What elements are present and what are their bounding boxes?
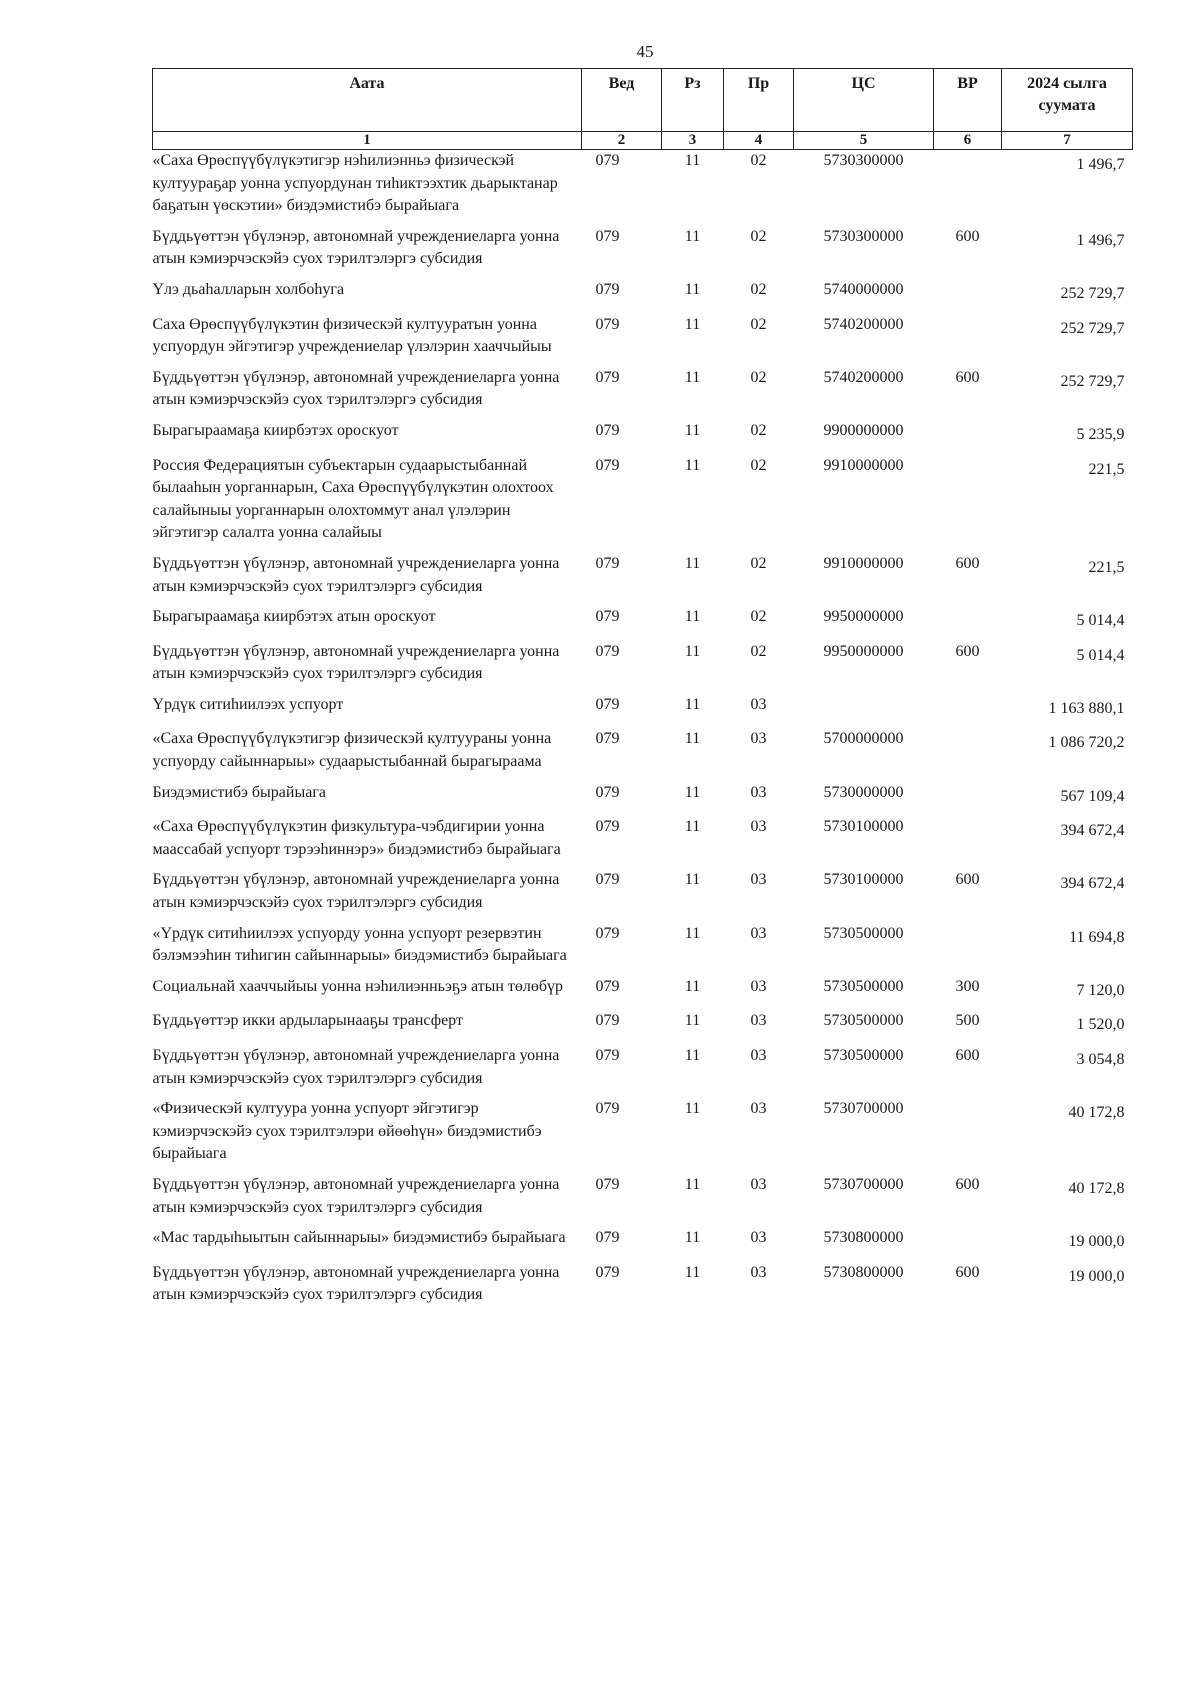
- header-cs: ЦС: [794, 69, 934, 132]
- row-subsection-code: 02: [750, 456, 767, 474]
- row-name: Бүддьүөттэн үбүлэнэр, автономнай учреждениеларга уонна атын кэмиэрчэскэйэ суох тэрилтэлэргэ субсидия: [152, 1263, 560, 1304]
- row-expense-type-code: [934, 728, 1002, 781]
- table-row: [153, 1262, 1133, 1315]
- row-amount: 5 014,4: [1076, 646, 1125, 664]
- row-section-code: 11: [684, 152, 701, 169]
- row-ved-code: 079: [595, 1047, 620, 1064]
- row-name: Биэдэмистибэ бырайыага: [152, 783, 326, 801]
- row-amount: 5 235,9: [1076, 425, 1125, 443]
- table-row: [153, 976, 1133, 1011]
- row-target-article-code: 5700000000: [823, 730, 904, 748]
- row-section-code: 11: [684, 227, 701, 245]
- table-row: [153, 869, 1133, 922]
- row-subsection-code: 03: [750, 1175, 767, 1193]
- row-target-article-code: 5730300000: [823, 152, 904, 169]
- table-column-number-row: [153, 132, 1133, 150]
- row-ved-code: 079: [595, 152, 620, 169]
- row-target-article-code: 5730500000: [823, 1012, 904, 1030]
- row-section-code: 11: [684, 783, 701, 801]
- row-expense-type-code: [934, 816, 1002, 869]
- row-subsection-code: 03: [750, 695, 767, 713]
- row-subsection-code: 02: [750, 421, 767, 439]
- row-name: Саха Өрөспүүбүлүкэтин физическэй култууратын уонна успуордун эйгэтигэр учреждениелар үлэлэрин хааччыйыы: [152, 315, 552, 356]
- row-subsection-code: 02: [750, 368, 767, 386]
- table-row: [153, 1010, 1133, 1045]
- row-amount: 252 729,7: [1060, 284, 1125, 302]
- row-name: Бүддьүөттэн үбүлэнэр, автономнай учреждениеларга уонна атын кэмиэрчэскэйэ суох тэрилтэлэргэ субсидия: [152, 871, 560, 912]
- row-expense-type-code: [934, 1098, 1002, 1174]
- row-name: Бүддьүөттэн үбүлэнэр, автономнай учреждениеларга уонна атын кэмиэрчэскэйэ суох тэрилтэлэргэ субсидия: [152, 1047, 560, 1087]
- row-section-code: 11: [684, 977, 701, 995]
- row-amount: 394 672,4: [1060, 822, 1125, 840]
- row-amount: 394 672,4: [1060, 875, 1125, 893]
- row-subsection-code: 03: [750, 977, 767, 995]
- column-number: 1: [153, 132, 582, 150]
- row-expense-type-code: [934, 420, 1002, 455]
- row-expense-type-code: [934, 150, 1002, 226]
- row-expense-type-code: 600: [955, 227, 980, 245]
- row-expense-type-code: [934, 694, 1002, 729]
- column-number: 5: [794, 132, 934, 150]
- row-expense-type-code: 600: [955, 642, 980, 660]
- row-subsection-code: 03: [750, 924, 767, 942]
- row-section-code: 11: [684, 1263, 701, 1281]
- row-section-code: 11: [684, 368, 701, 386]
- row-subsection-code: 03: [750, 1012, 767, 1030]
- header-ved: Вед: [582, 69, 662, 132]
- row-section-code: 11: [684, 456, 701, 474]
- row-target-article-code: 5730800000: [823, 1263, 904, 1281]
- row-target-article-code: 5740200000: [823, 315, 904, 333]
- row-amount: 252 729,7: [1060, 372, 1125, 390]
- table-header-row: [153, 69, 1133, 132]
- row-expense-type-code: [934, 1227, 1002, 1262]
- row-target-article-code: 5730100000: [823, 871, 904, 889]
- row-name: Үлэ дьаһалларын холбоһуга: [152, 280, 345, 298]
- table-row: [153, 279, 1133, 314]
- row-expense-type-code: 300: [955, 977, 980, 995]
- header-name: Аата: [153, 69, 582, 132]
- row-target-article-code: 5730000000: [823, 783, 904, 801]
- row-subsection-code: 03: [750, 818, 767, 836]
- row-subsection-code: 03: [750, 871, 767, 889]
- row-expense-type-code: 600: [955, 1047, 980, 1064]
- row-expense-type-code: 600: [955, 1175, 980, 1193]
- row-amount: 19 000,0: [1068, 1267, 1125, 1285]
- row-amount: 1 163 880,1: [1048, 699, 1125, 717]
- row-name: «Мас тардыһыытын сайыннарыы» биэдэмистибэ бырайыага: [152, 1229, 566, 1247]
- row-amount: 252 729,7: [1060, 319, 1125, 337]
- row-target-article-code: 5730800000: [823, 1229, 904, 1247]
- row-ved-code: 079: [595, 730, 620, 748]
- table-row: [153, 1227, 1133, 1262]
- table-row: [153, 923, 1133, 976]
- row-section-code: 11: [684, 924, 701, 942]
- row-name: Бүддьүөттэн үбүлэнэр, автономнай учреждениеларга уонна атын кэмиэрчэскэйэ суох тэрилтэлэргэ субсидия: [152, 1175, 560, 1216]
- row-amount: 1 496,7: [1076, 231, 1125, 249]
- row-target-article-code: 5730500000: [823, 924, 904, 942]
- row-expense-type-code: 600: [955, 1263, 980, 1281]
- table-row: [153, 816, 1133, 869]
- table-row: [153, 1174, 1133, 1227]
- row-section-code: 11: [684, 280, 701, 298]
- row-ved-code: 079: [595, 977, 620, 995]
- row-ved-code: 079: [595, 642, 620, 660]
- row-section-code: 11: [684, 1100, 701, 1118]
- table-row: [153, 641, 1133, 694]
- row-name: Бүддьүөттэр икки ардыларынааҕы трансферт: [152, 1012, 463, 1030]
- table-row: [153, 553, 1133, 606]
- row-expense-type-code: 600: [955, 871, 980, 889]
- row-section-code: 11: [684, 871, 701, 889]
- row-subsection-code: 03: [750, 1047, 767, 1064]
- row-amount: 40 172,8: [1068, 1179, 1125, 1197]
- table-row: [153, 1045, 1133, 1098]
- row-name: Үрдүк ситиһиилээх успуорт: [152, 695, 344, 713]
- table-row: [153, 1098, 1133, 1174]
- row-ved-code: 079: [595, 1229, 620, 1247]
- row-subsection-code: 02: [750, 152, 767, 169]
- row-amount: 11 694,8: [1069, 928, 1125, 946]
- table-row: [153, 367, 1133, 420]
- row-subsection-code: 02: [750, 554, 767, 572]
- row-target-article-code: [794, 694, 934, 729]
- row-target-article-code: 5730700000: [823, 1100, 904, 1118]
- row-ved-code: 079: [595, 783, 620, 801]
- row-section-code: 11: [684, 608, 701, 626]
- row-subsection-code: 03: [750, 1100, 767, 1118]
- row-ved-code: 079: [595, 421, 620, 439]
- table-row: [153, 420, 1133, 455]
- row-amount: 1 520,0: [1076, 1016, 1125, 1034]
- row-name: Бүддьүөттэн үбүлэнэр, автономнай учреждениеларга уонна атын кэмиэрчэскэйэ суох тэрилтэлэргэ субсидия: [152, 368, 560, 409]
- row-subsection-code: 03: [750, 1263, 767, 1281]
- row-subsection-code: 02: [750, 315, 767, 333]
- column-number: 6: [934, 132, 1002, 150]
- column-number: 4: [724, 132, 794, 150]
- row-ved-code: 079: [595, 227, 620, 245]
- table-row: [153, 606, 1133, 641]
- row-ved-code: 079: [595, 1012, 620, 1030]
- row-target-article-code: 9910000000: [823, 456, 904, 474]
- row-name: Бүддьүөттэн үбүлэнэр, автономнай учреждениеларга уонна атын кэмиэрчэскэйэ суох тэрилтэлэргэ субсидия: [152, 642, 560, 683]
- row-section-code: 11: [684, 421, 701, 439]
- row-subsection-code: 03: [750, 783, 767, 801]
- row-ved-code: 079: [595, 456, 620, 474]
- row-expense-type-code: [934, 923, 1002, 976]
- row-section-code: 11: [684, 554, 701, 572]
- row-subsection-code: 02: [750, 280, 767, 298]
- row-amount: 7 120,0: [1076, 981, 1125, 999]
- row-target-article-code: 5730500000: [823, 1047, 904, 1064]
- header-rz: Рз: [662, 69, 724, 132]
- row-amount: 1 086 720,2: [1048, 734, 1125, 752]
- row-name: Бүддьүөттэн үбүлэнэр, автономнай учреждениеларга уонна атын кэмиэрчэскэйэ суох тэрилтэлэргэ субсидия: [152, 554, 560, 595]
- budget-table: [152, 68, 1133, 1315]
- row-ved-code: 079: [595, 871, 620, 889]
- row-expense-type-code: [934, 455, 1002, 553]
- row-name: «Физическэй култуура уонна успуорт эйгэтигэр кэмиэрчэскэйэ суох тэрилтэлэри өйөөһүн» биэдэмистибэ бырайыага: [152, 1100, 542, 1163]
- row-target-article-code: 5730500000: [823, 977, 904, 995]
- row-expense-type-code: [934, 314, 1002, 367]
- row-section-code: 11: [684, 1047, 701, 1064]
- page-number: 45: [636, 42, 654, 61]
- row-ved-code: 079: [595, 554, 620, 572]
- row-target-article-code: 9900000000: [823, 421, 904, 439]
- row-amount: 40 172,8: [1068, 1104, 1125, 1122]
- column-number: 7: [1002, 132, 1133, 150]
- row-target-article-code: 5730100000: [823, 818, 904, 836]
- row-name: Бырагыраамаҕа киирбэтэх атын ороскуот: [152, 608, 436, 626]
- table-row: [153, 150, 1133, 226]
- row-ved-code: 079: [595, 818, 620, 836]
- row-expense-type-code: [934, 782, 1002, 817]
- row-amount: 3 054,8: [1076, 1051, 1125, 1068]
- header-sum: 2024 сылга суумата: [1002, 69, 1133, 132]
- row-subsection-code: 02: [750, 642, 767, 660]
- row-expense-type-code: 500: [955, 1012, 980, 1030]
- header-pr: Пр: [724, 69, 794, 132]
- row-amount: 19 000,0: [1068, 1233, 1125, 1251]
- row-section-code: 11: [684, 315, 701, 333]
- row-expense-type-code: [934, 279, 1002, 314]
- row-ved-code: 079: [595, 1100, 620, 1118]
- table-row: [153, 694, 1133, 729]
- row-ved-code: 079: [595, 608, 620, 626]
- row-name: Бүддьүөттэн үбүлэнэр, автономнай учреждениеларга уонна атын кэмиэрчэскэйэ суох тэрилтэлэргэ субсидия: [152, 227, 560, 268]
- row-expense-type-code: 600: [955, 554, 980, 572]
- table-row: [153, 782, 1133, 817]
- row-section-code: 11: [684, 642, 701, 660]
- table-row: [153, 455, 1133, 553]
- row-name: Россия Федерациятын субъектарын судаарыстыбаннай былааһын уорганнарын, Саха Өрөспүүбүлүкэтин олохтоох салайыныы уорганнарын олохтоммут анал үлэлэрин эйгэтигэр салалта уонна салайыы: [152, 456, 554, 542]
- column-number: 3: [662, 132, 724, 150]
- row-subsection-code: 02: [750, 608, 767, 626]
- table-body: [153, 150, 1133, 1315]
- row-section-code: 11: [684, 730, 701, 748]
- row-subsection-code: 02: [750, 227, 767, 245]
- row-target-article-code: 9950000000: [823, 642, 904, 660]
- row-name: «Үрдүк ситиһиилээх успуорду уонна успуорт резервэтин бэлэмээһин тиһигин сайыннарыы» биэдэмистибэ бырайыага: [152, 924, 567, 965]
- column-number: 2: [582, 132, 662, 150]
- row-subsection-code: 03: [750, 730, 767, 748]
- table-row: [153, 728, 1133, 781]
- row-ved-code: 079: [595, 315, 620, 333]
- row-ved-code: 079: [595, 695, 620, 713]
- row-expense-type-code: [934, 606, 1002, 641]
- row-target-article-code: 5730300000: [823, 227, 904, 245]
- row-amount: 221,5: [1088, 460, 1125, 478]
- row-name: «Саха Өрөспүүбүлүкэтигэр физическэй култуураны уонна успуорду сайыннарыы» судаарыстыбаннай бырагыраама: [152, 730, 552, 771]
- row-expense-type-code: 600: [955, 368, 980, 386]
- row-name: Социальнай хааччыйыы уонна нэһилиэнньэҕэ атын төлөбүр: [152, 977, 564, 995]
- row-amount: 567 109,4: [1060, 787, 1125, 805]
- row-name: Бырагыраамаҕа киирбэтэх ороскуот: [152, 421, 399, 439]
- row-ved-code: 079: [595, 924, 620, 942]
- row-amount: 221,5: [1088, 558, 1125, 576]
- row-target-article-code: 9910000000: [823, 554, 904, 572]
- table-row: [153, 226, 1133, 279]
- row-amount: 5 014,4: [1076, 612, 1125, 630]
- row-ved-code: 079: [595, 368, 620, 386]
- row-section-code: 11: [684, 1175, 701, 1193]
- row-target-article-code: 5740000000: [823, 280, 904, 298]
- table-row: [153, 314, 1133, 367]
- row-ved-code: 079: [595, 280, 620, 298]
- row-name: «Саха Өрөспүүбүлүкэтигэр нэһилиэнньэ физическэй култуураҕар уонна успуордунан тиһиктээхтик дьарыктанар баҕатын үөскэтии» биэдэмистибэ бырайыага: [152, 152, 558, 215]
- row-target-article-code: 5730700000: [823, 1175, 904, 1193]
- row-target-article-code: 9950000000: [823, 608, 904, 626]
- row-section-code: 11: [684, 695, 701, 713]
- row-section-code: 11: [684, 818, 701, 836]
- row-subsection-code: 03: [750, 1229, 767, 1247]
- row-name: «Саха Өрөспүүбүлүкэтин физкультура-чэбдигирии уонна маассабай успуорт тэрээһиннэрэ» биэдэмистибэ бырайыага: [152, 818, 561, 858]
- row-target-article-code: 5740200000: [823, 368, 904, 386]
- header-vr: ВР: [934, 69, 1002, 132]
- row-amount: 1 496,7: [1076, 156, 1125, 173]
- row-ved-code: 079: [595, 1263, 620, 1281]
- row-section-code: 11: [684, 1012, 701, 1030]
- row-ved-code: 079: [595, 1175, 620, 1193]
- row-section-code: 11: [684, 1229, 701, 1247]
